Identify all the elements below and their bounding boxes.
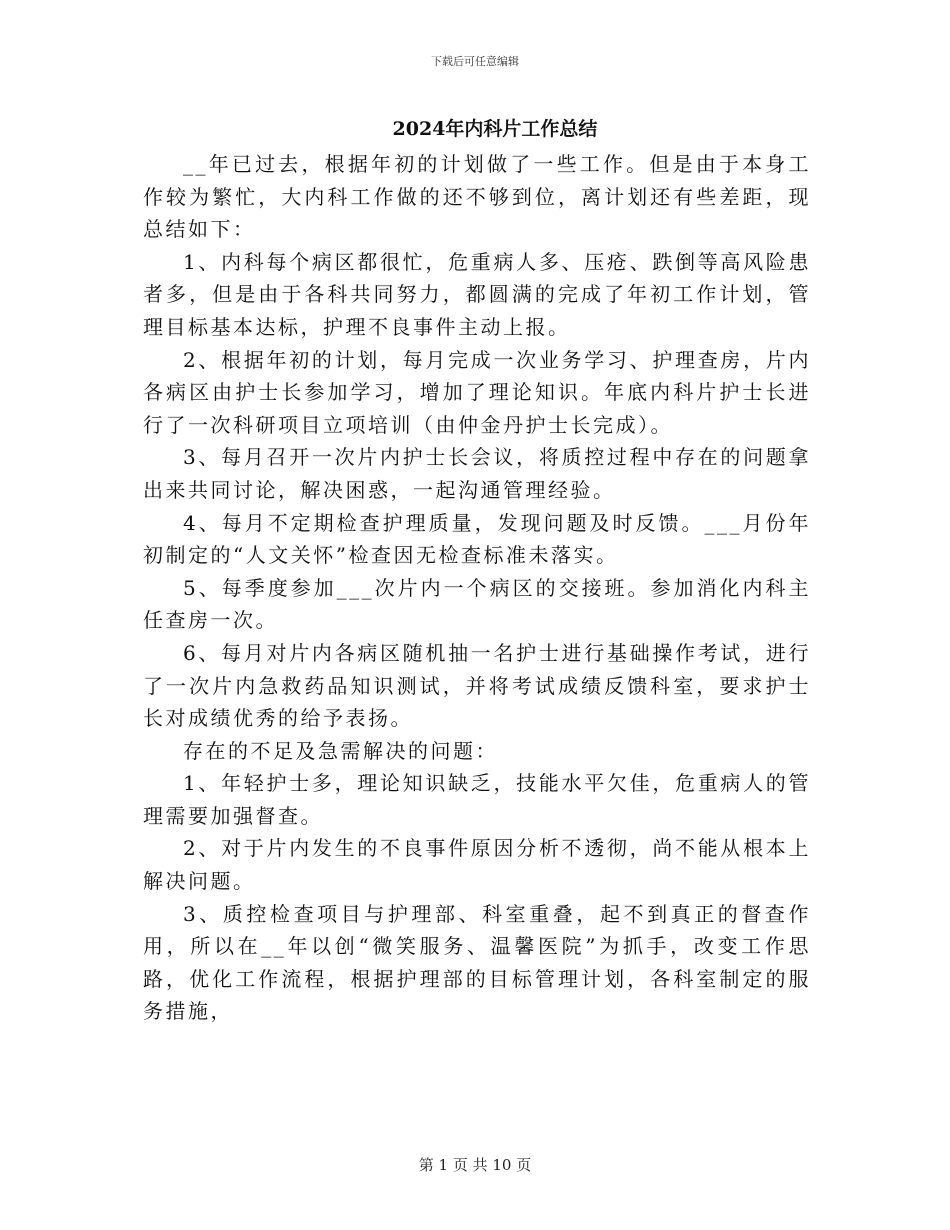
page-number-footer: 第 1 页 共 10 页 xyxy=(418,1156,532,1174)
header-note: 下载后可任意编辑 xyxy=(431,55,519,68)
paragraph-item-3: 3、每月召开一次片内护士长会议，将质控过程中存在的问题拿出来共同讨论，解决困惑，一起沟通管理经验。 xyxy=(143,445,811,502)
paragraph-problem-3: 3、质控检查项目与护理部、科室重叠，起不到真正的督查作用，所以在__年以创“微笑服务、温馨医院”为抓手，改变工作思路，优化工作流程，根据护理部的目标管理计划，各科室制定的服务措施， xyxy=(143,901,811,1024)
paragraph-item-6: 6、每月对片内各病区随机抽一名护士进行基础操作考试，进行了一次片内急救药品知识测试，并将考试成绩反馈科室，要求护士长对成绩优秀的给予表扬。 xyxy=(143,640,811,731)
document-title: 2024年内科片工作总结 xyxy=(392,118,598,140)
paragraph-intro: __年已过去，根据年初的计划做了一些工作。但是由于本身工作较为繁忙，大内科工作做的还不够到位，离计划还有些差距，现总结如下： xyxy=(143,152,811,242)
paragraph-problem-1: 1、年轻护士多，理论知识缺乏，技能水平欠佳，危重病人的管理需要加强督查。 xyxy=(143,771,811,828)
paragraph-problem-2: 2、对于片内发生的不良事件原因分析不透彻，尚不能从根本上解决问题。 xyxy=(143,836,811,894)
paragraph-item-2: 2、根据年初的计划，每月完成一次业务学习、护理查房，片内各病区由护士长参加学习，增加了理论知识。年底内科片护士长进行了一次科研项目立项培训（由仲金丹护士长完成）。 xyxy=(143,347,811,437)
document-body xyxy=(143,148,811,1028)
paragraph-item-4: 4、每月不定期检查护理质量，发现问题及时反馈。___月份年初制定的“人文关怀”检查因无检查标准未落实。 xyxy=(143,510,811,568)
paragraph-problems-heading: 存在的不足及急需解决的问题： xyxy=(183,738,498,763)
paragraph-item-1: 1、内科每个病区都很忙，危重病人多、压疮、跌倒等高风险患者多，但是由于各科共同努力，都圆满的完成了年初工作计划，管理目标基本达标，护理不良事件主动上报。 xyxy=(143,249,811,339)
paragraph-item-5: 5、每季度参加___次片内一个病区的交接班。参加消化内科主任查房一次。 xyxy=(143,575,811,633)
